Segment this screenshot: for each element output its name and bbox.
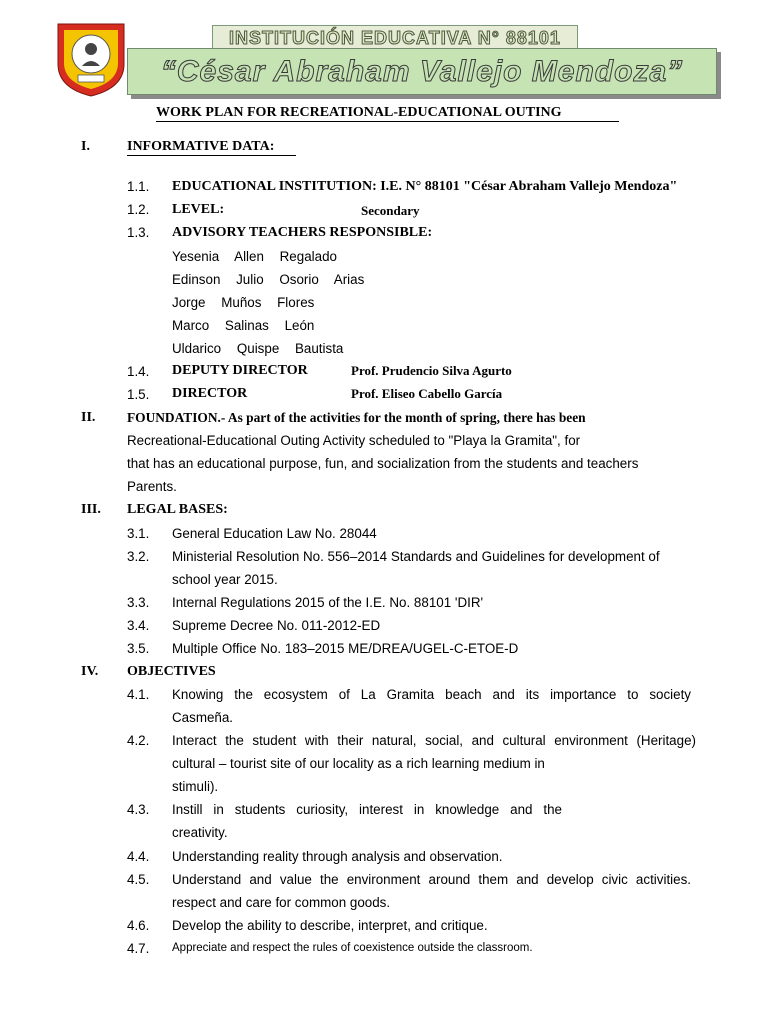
section-1-heading: INFORMATIVE DATA: [127,139,296,156]
section-3-numeral: III. [81,502,101,517]
foundation-line: that has an educational purpose, fun, and socialization from the students and teachers [127,456,639,471]
school-name-banner [127,48,717,95]
objective: Understand and value the environment around them and develop civic activities. [172,872,691,887]
item-number: 4.6. [127,918,150,933]
item-number: 1.4. [127,364,150,379]
section-2-numeral: II. [81,410,96,425]
item-level-value: Secondary [361,203,420,218]
teacher-name: Marco Salinas León [172,318,315,333]
foundation-line: Parents. [127,479,177,494]
foundation-lead: FOUNDATION.- As part of the activities for the month of spring, there has been [127,410,586,425]
objective: Interact the student with their natural, social, and cultural environment (Heritage) [172,733,696,748]
item-number: 3.3. [127,595,150,610]
item-number: 4.4. [127,849,150,864]
section-3-heading: LEGAL BASES: [127,502,228,517]
legal-base: Ministerial Resolution No. 556–2014 Standards and Guidelines for development of [172,549,660,564]
objective: Appreciate and respect the rules of coexistence outside the classroom. [172,942,533,954]
item-number: 4.2. [127,733,150,748]
institution-name: INSTITUCIÓN EDUCATIVA N° 88101 [229,28,561,48]
item-number: 4.5. [127,872,150,887]
objective-cont: Casmeña. [172,710,234,725]
item-director-label: DIRECTOR [172,386,248,401]
item-number: 4.3. [127,802,150,817]
item-number: 3.4. [127,618,150,633]
item-number: 1.2. [127,202,150,217]
section-4-numeral: IV. [81,664,99,679]
objective: Understanding reality through analysis and observation. [172,849,503,864]
objective-cont: respect and care for common goods. [172,895,391,910]
foundation-line: Recreational-Educational Outing Activity scheduled to "Playa la Gramita", for [127,433,581,448]
objective: Instill in students curiosity, interest in knowledge and the [172,802,562,817]
legal-base: Multiple Office No. 183–2015 ME/DREA/UGEL-C-ETOE-D [172,641,519,656]
legal-base-cont: school year 2015. [172,572,278,587]
legal-base: Internal Regulations 2015 of the I.E. No. 88101 'DIR' [172,595,484,610]
item-deputy-value: Prof. Prudencio Silva Agurto [351,363,512,378]
teacher-name: Edinson Julio Osorio Arias [172,272,365,287]
section-4-heading: OBJECTIVES [127,664,216,679]
legal-base: General Education Law No. 28044 [172,526,377,541]
item-deputy-label: DEPUTY DIRECTOR [172,363,308,378]
item-number: 4.7. [127,941,150,956]
item-number: 1.3. [127,225,150,240]
objective: Develop the ability to describe, interpret, and critique. [172,918,488,933]
objective-cont: creativity. [172,825,228,840]
crest-icon [54,20,128,98]
item-number: 1.1. [127,179,150,194]
item-number: 3.2. [127,549,150,564]
item-number: 1.5. [127,387,150,402]
item-director-value: Prof. Eliseo Cabello García [351,386,503,401]
item-level-label: LEVEL: [172,202,225,217]
item-number: 3.5. [127,641,150,656]
document-title: WORK PLAN FOR RECREATIONAL-EDUCATIONAL OUTING [156,104,619,122]
school-name: “César Abraham Vallejo Mendoza” [160,55,684,88]
item-institution: EDUCATIONAL INSTITUTION: I.E. N° 88101 "César Abraham Vallejo Mendoza" [172,179,678,194]
item-number: 4.1. [127,687,150,702]
teacher-name: Yesenia Allen Regalado [172,249,337,264]
objective: Knowing the ecosystem of La Gramita beach and its importance to society [172,687,691,702]
section-1-numeral: I. [81,139,90,154]
legal-base: Supreme Decree No. 011-2012-ED [172,618,381,633]
item-number: 3.1. [127,526,150,541]
objective-cont: stimuli). [172,779,219,794]
item-advisory-teachers: ADVISORY TEACHERS RESPONSIBLE: [172,225,433,240]
teacher-name: Uldarico Quispe Bautista [172,341,344,356]
teacher-name: Jorge Muños Flores [172,295,315,310]
objective-cont: cultural – tourist site of our locality as a rich learning medium in [172,756,545,771]
